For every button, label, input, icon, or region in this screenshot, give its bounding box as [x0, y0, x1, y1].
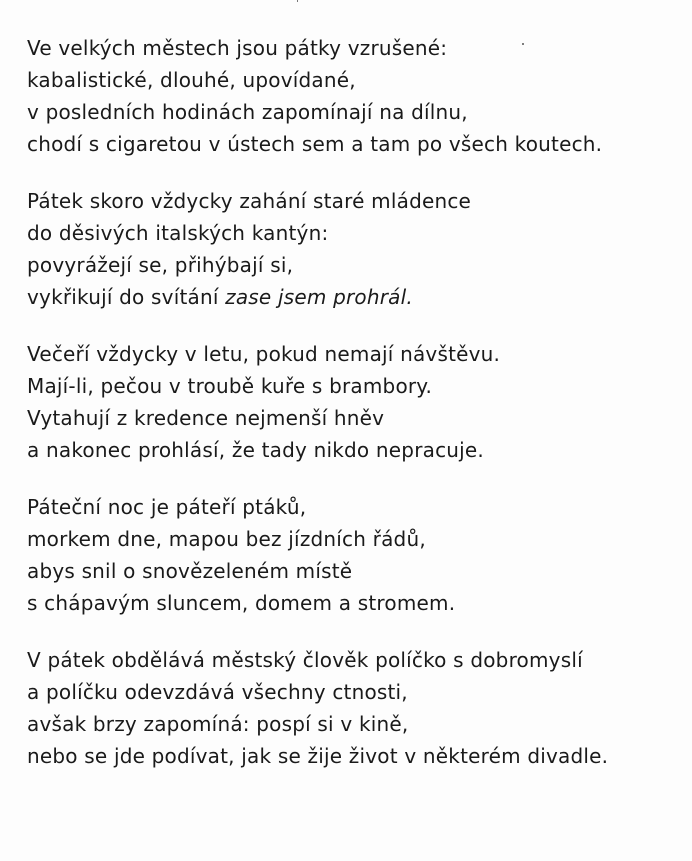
poem-line: Večeří vždycky v letu, pokud nemají návštěvu. — [27, 342, 501, 366]
poem-line: a nakonec prohlásí, že tady nikdo nepracuje. — [27, 438, 484, 462]
poem-line: kabalistické, dlouhé, upovídané, — [27, 68, 356, 92]
poem-text — [27, 32, 677, 797]
poem-line: Ve velkých městech jsou pátky vzrušené: — [27, 36, 448, 60]
stanza-2 — [27, 185, 677, 313]
page-speck — [297, 0, 298, 2]
poem-line: avšak brzy zapomíná: pospí si v kině, — [27, 712, 409, 736]
poem-line: nebo se jde podívat, jak se žije život v některém divadle. — [27, 744, 609, 768]
poem-line: Vytahují z kredence nejmenší hněv — [27, 406, 385, 430]
poem-line: abys snil o snovězeleném místě — [27, 559, 353, 583]
poem-line: Pátek skoro vždycky zahání staré mládence — [27, 189, 472, 213]
poem-line: v posledních hodinách zapomínají na dílnu, — [27, 100, 468, 124]
poem-line-italic: zase jsem prohrál. — [225, 285, 413, 309]
poem-line: morkem dne, mapou bez jízdních řádů, — [27, 527, 426, 551]
poem-line: Mají-li, pečou v troubě kuře s brambory. — [27, 374, 433, 398]
poem-line: Páteční noc je páteří ptáků, — [27, 495, 307, 519]
stanza-5 — [27, 644, 677, 772]
stanza-4 — [27, 491, 677, 619]
stanza-1 — [27, 32, 677, 160]
poem-line: s chápavým sluncem, domem a stromem. — [27, 591, 456, 615]
poem-line: V pátek obdělává městský člověk políčko s dobromyslí — [27, 648, 583, 672]
poem-line: povyrážejí se, přihýbají si, — [27, 253, 294, 277]
poem-line-plain: vykřikují do svítání — [27, 285, 226, 309]
poem-line: do děsivých italských kantýn: — [27, 221, 329, 245]
poem-line: a políčku odevzdává všechny ctnosti, — [27, 680, 408, 704]
poem-line — [27, 281, 677, 313]
poem-line: chodí s cigaretou v ústech sem a tam po všech koutech. — [27, 132, 603, 156]
stanza-3 — [27, 338, 677, 466]
